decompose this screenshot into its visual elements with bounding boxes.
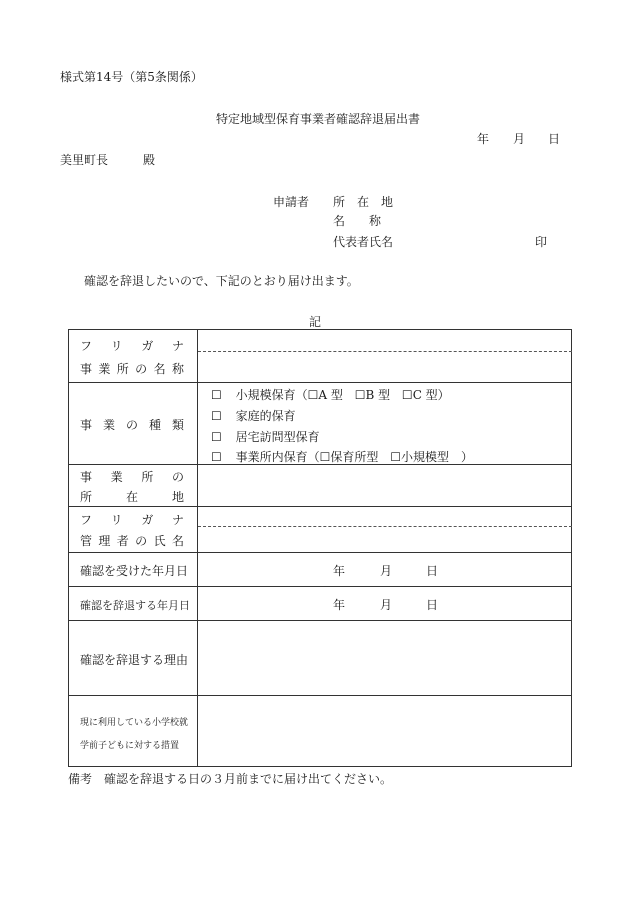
measures-input[interactable] xyxy=(200,698,568,764)
row-divider xyxy=(68,586,572,587)
checkbox-icon[interactable]: ☐ xyxy=(319,450,331,464)
office-name-label: 事 業 所 の 名 称 xyxy=(80,362,184,376)
office-location-input[interactable] xyxy=(200,467,568,504)
confirmed-date-label: 確認を受けた年月日 xyxy=(80,564,189,578)
row-divider xyxy=(68,552,572,553)
form-number: 様式第14号（第5条関係） xyxy=(60,70,203,84)
remarks-note: 備考 確認を辞退する日の３月前までに届け出てください。 xyxy=(68,772,393,786)
office-name-input[interactable] xyxy=(200,354,568,380)
row-divider xyxy=(68,620,572,621)
applicant-label: 申請者 xyxy=(273,195,310,209)
type-home-based: ☐ 家庭的保育 xyxy=(211,409,296,423)
office-location-label-line2: 所 在 地 xyxy=(80,490,184,504)
checkbox-icon[interactable]: ☐ xyxy=(390,450,401,464)
applicant-location-label: 所 在 地 xyxy=(333,195,394,209)
manager-name-input[interactable] xyxy=(200,529,568,550)
type-workplace: ☐ 事業所内保育（☐保育所型 ☐小規模型 ） xyxy=(211,450,473,464)
confirmed-month[interactable]: 月 xyxy=(380,564,393,578)
furigana-dashed-line xyxy=(198,526,572,527)
withdraw-year[interactable]: 年 xyxy=(333,598,346,612)
business-type-label: 事 業 の 種 類 xyxy=(80,418,184,432)
confirmed-year[interactable]: 年 xyxy=(333,564,346,578)
row-divider xyxy=(68,695,572,696)
checkbox-icon[interactable]: ☐ xyxy=(354,388,366,402)
checkbox-icon[interactable]: ☐ xyxy=(211,409,222,423)
ki-mark: 記 xyxy=(309,315,322,329)
applicant-rep-label: 代表者氏名 xyxy=(333,235,394,249)
checkbox-icon[interactable]: ☐ xyxy=(401,388,413,402)
withdraw-reason-input[interactable] xyxy=(200,623,568,693)
withdraw-date-label: 確認を辞退する年月日 xyxy=(80,599,190,612)
honorific: 殿 xyxy=(143,153,156,167)
checkbox-icon[interactable]: ☐ xyxy=(211,450,222,464)
type-small-scale: ☐ 小規模保育（☐A 型 ☐B 型 ☐C 型） xyxy=(211,388,450,402)
confirmed-day[interactable]: 日 xyxy=(426,564,439,578)
measures-label-line2: 学前子どもに対する措置 xyxy=(80,741,180,751)
row-divider xyxy=(68,382,572,383)
table-column-divider xyxy=(197,329,198,767)
date-month-label: 月 xyxy=(513,132,526,146)
checkbox-icon[interactable]: ☐ xyxy=(307,388,319,402)
withdraw-reason-label: 確認を辞退する理由 xyxy=(80,653,189,667)
furigana-label: フ リ ガ ナ xyxy=(80,513,184,527)
date-year-label: 年 xyxy=(477,132,490,146)
checkbox-icon[interactable]: ☐ xyxy=(211,388,222,402)
seal-mark: 印 xyxy=(535,235,548,249)
withdraw-day[interactable]: 日 xyxy=(426,598,439,612)
row-divider xyxy=(68,506,572,507)
measures-label-line1: 現に利用している小学校就 xyxy=(80,718,189,728)
withdraw-month[interactable]: 月 xyxy=(380,598,393,612)
checkbox-icon[interactable]: ☐ xyxy=(211,430,222,444)
body-text: 確認を辞退したいので、下記のとおり届け出ます。 xyxy=(84,274,359,288)
type-home-visit: ☐ 居宅訪問型保育 xyxy=(211,430,320,444)
manager-name-label: 管 理 者 の 氏 名 xyxy=(80,534,184,548)
addressee: 美里町長 xyxy=(60,153,109,167)
date-day-label: 日 xyxy=(548,132,561,146)
manager-furigana-input[interactable] xyxy=(200,509,568,524)
applicant-name-label: 名 称 xyxy=(333,214,382,228)
furigana-dashed-line xyxy=(198,351,572,352)
document-title: 特定地域型保育事業者確認辞退届出書 xyxy=(216,112,421,126)
furigana-input[interactable] xyxy=(200,332,568,349)
office-location-label-line1: 事 業 所 の xyxy=(80,470,184,484)
furigana-label: フ リ ガ ナ xyxy=(80,339,184,353)
